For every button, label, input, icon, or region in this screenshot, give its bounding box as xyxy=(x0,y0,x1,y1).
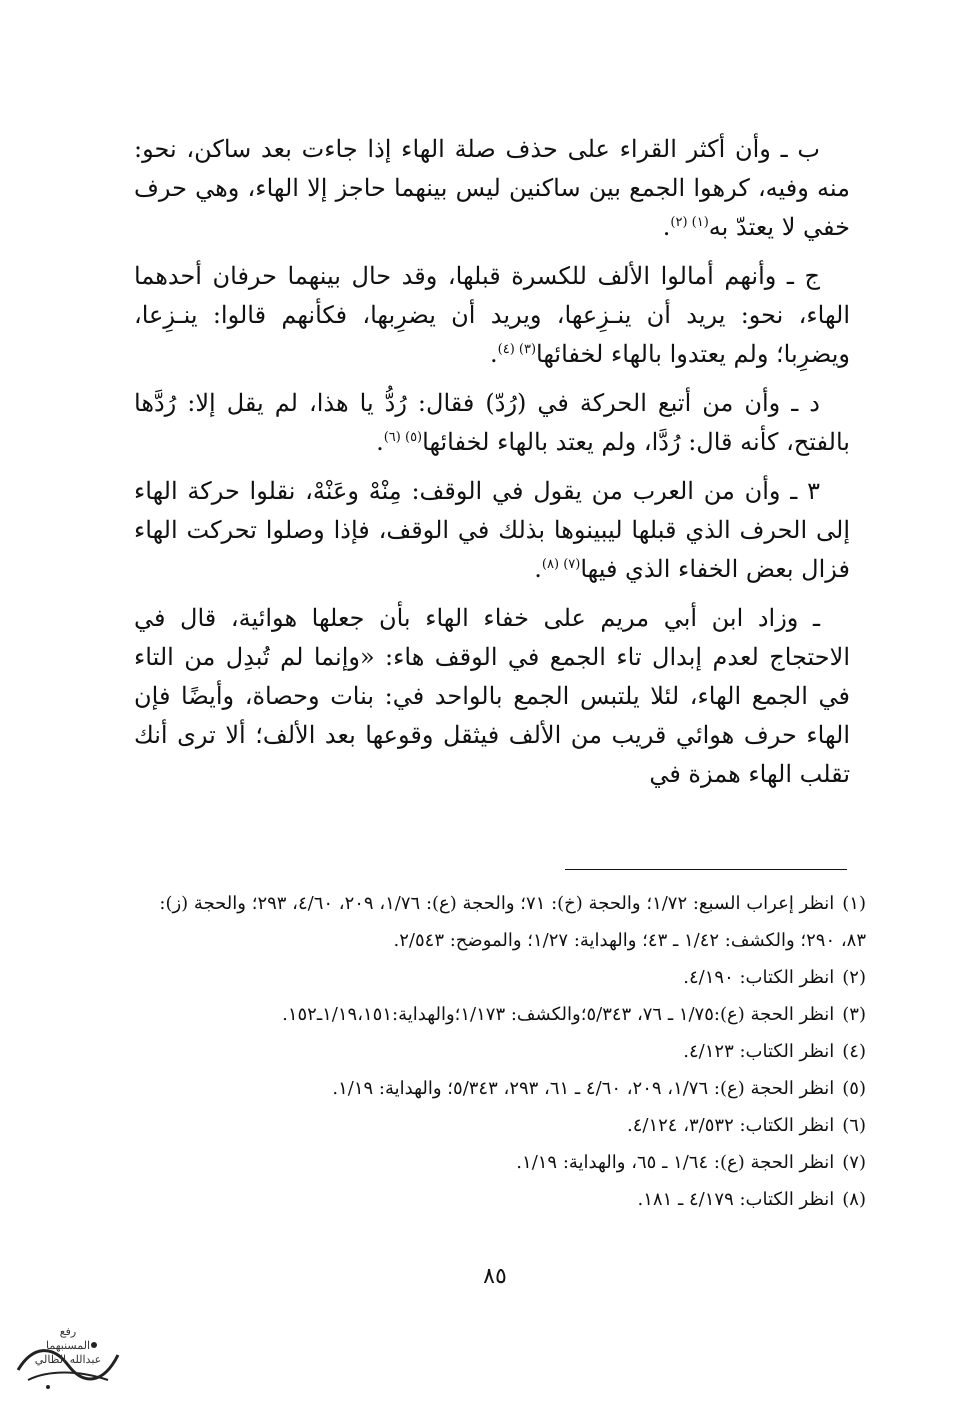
publisher-seal-logo xyxy=(8,1325,128,1405)
seal-caption xyxy=(8,1325,128,1367)
footnote-divider xyxy=(565,869,847,870)
footnote-reference[interactable]: (٧) (٨) xyxy=(541,557,581,572)
paragraph: ٣ ـ وأن من العرب من يقول في الوقف: مِنْهْ وعَنْهْ، نقلوا حركة الهاء إلى الحرف الذي قبلها ليبينوها بذلك في الوقف، فإذا وصلوا تحركت الهاء فزال بعض الخفاء الذي فيها$^{(٧) (٨)}$. xyxy=(134,477,850,583)
footnote-text: انظر الحجة (ع): ١/٦٤ ـ ٦٥، والهداية: ١/١٩. xyxy=(516,1152,835,1173)
paragraph-text: ـ وزاد ابن أبي مريم على خفاء الهاء بأن جعلها هوائية، قال في الاحتجاج لعدم إبدال تاء الجمع في الوقف هاء: «وإنما لم تُبدِل من التاء في الجمع الهاء، لئلا يلتبس الجمع بالواحد في: بنات وحصاة، وأيضًا فإن الهاء حرف هوائي قريب من الألف فيثقل وقوعها بعد الألف؛ ألا ترى أنك تقلب الهاء همزة في xyxy=(134,604,850,788)
footnote-number: (٢) xyxy=(842,967,866,988)
paragraph-text: د ـ وأن من أتبع الحركة في (رُدّ) فقال: رُدُّ يا هذا، لم يقل إلا: رُدَّها بالفتح، كأنه قال: رُدَّا، ولم يعتد بالهاء لخفائها xyxy=(134,389,850,456)
footnote-text: انظر الحجة (ع): ١/٧٦، ٢٠٩، ٤/٦٠ ـ ٦١، ٢٩٣، ٥/٣٤٣؛ والهداية: ١/١٩. xyxy=(332,1078,835,1099)
footnote xyxy=(134,1181,866,1218)
footnote xyxy=(134,1107,866,1144)
main-text xyxy=(134,130,850,804)
footnote xyxy=(134,1033,866,1070)
footnote-number: (٤) xyxy=(842,1041,866,1062)
footnote-text: انظر الكتاب: ٤/١٢٣. xyxy=(683,1041,835,1062)
footnote-number: (٥) xyxy=(842,1078,866,1099)
footnote xyxy=(134,959,866,996)
footnote-number: (٣) xyxy=(842,1004,866,1025)
footnote-reference[interactable]: (١) (٢) xyxy=(670,215,709,230)
footnote xyxy=(134,1070,866,1107)
footnote-reference[interactable]: (٥) (٦) xyxy=(383,430,423,445)
seal-line: رفع xyxy=(59,1325,77,1338)
paragraph-text: ٣ ـ وأن من العرب من يقول في الوقف: مِنْهْ وعَنْهْ، نقلوا حركة الهاء إلى الحرف الذي قبلها ليبينوها بذلك في الوقف، فإذا وصلوا تحركت الهاء فزال بعض الخفاء الذي فيها xyxy=(134,477,850,583)
footnote xyxy=(134,1144,866,1181)
paragraph-text: ب ـ وأن أكثر القراء على حذف صلة الهاء إذا جاءت بعد ساكن، نحو: منه وفيه، كرهوا الجمع بين ساكنين ليس بينهما حاجز إلا الهاء، وهي حرف خفي لا يعتدّ به xyxy=(134,135,850,241)
page-number: ٨٥ xyxy=(483,1264,507,1289)
footnote xyxy=(134,996,866,1033)
paragraph: د ـ وأن من أتبع الحركة في (رُدّ) فقال: رُدُّ يا هذا، لم يقل إلا: رُدَّها بالفتح، كأنه قال: رُدَّا، ولم يعتد بالهاء لخفائها$^{(٥) (٦)}$. xyxy=(134,389,850,456)
paragraph: ب ـ وأن أكثر القراء على حذف صلة الهاء إذا جاءت بعد ساكن، نحو: منه وفيه، كرهوا الجمع بين ساكنين ليس بينهما حاجز إلا الهاء، وهي حرف خفي لا يعتدّ به$^{(١) (٢)}$. xyxy=(134,135,850,241)
footnote-text: انظر إعراب السبع: ١/٧٢؛ والحجة (خ): ٧١؛ والحجة (ع): ١/٧٦، ٢٠٩، ٤/٦٠، ٢٩٣؛ والحجة (ز): ٨٣، ٢٩٠؛ والكشف: ١/٤٢ ـ ٤٣؛ والهداية: ١/٢٧؛ والموضح: ٢/٥٤٣. xyxy=(159,893,866,951)
footnotes xyxy=(134,885,866,1218)
paragraph: ج ـ وأنهم أمالوا الألف للكسرة قبلها، وقد حال بينهما حرفان أحدهما الهاء، نحو: يريد أن ينـزِعها، ويريد أن يضرِبها، فكأنهم قالوا: ينـزِعا، ويضرِبا؛ ولم يعتدوا بالهاء لخفائها$^{(٣) (٤)}$. xyxy=(134,262,850,368)
footnote-text: انظر الحجة (ع):١/٧٥ ـ ٧٦، ٥/٣٤٣؛والكشف: ١/١٧٣؛والهداية:١/١٩،١٥١ـ١٥٢. xyxy=(282,1004,835,1025)
footnote-number: (٦) xyxy=(842,1115,866,1136)
footnote-number: (٨) xyxy=(842,1189,866,1210)
paragraph xyxy=(134,599,850,794)
seal-line: المسنبهما xyxy=(46,1339,90,1352)
footnote-text: انظر الكتاب: ٣/٥٣٢، ٤/١٢٤. xyxy=(626,1115,835,1136)
footnote-text: انظر الكتاب: ٤/١٧٩ ـ ١٨١. xyxy=(637,1189,835,1210)
footnote-number: (٧) xyxy=(842,1152,866,1173)
paragraph-text: ج ـ وأنهم أمالوا الألف للكسرة قبلها، وقد حال بينهما حرفان أحدهما الهاء، نحو: يريد أن ينـزِعها، ويريد أن يضرِبها، فكأنهم قالوا: ينـزِعا، ويضرِبا؛ ولم يعتدوا بالهاء لخفائها xyxy=(134,262,850,368)
footnote-number: (١) xyxy=(842,893,866,914)
seal-line: عبدالله الظالي xyxy=(34,1353,102,1366)
footnote-text: انظر الكتاب: ٤/١٩٠. xyxy=(683,967,835,988)
footnote xyxy=(134,885,866,959)
footnote-reference[interactable]: (٣) (٤) xyxy=(497,342,537,357)
